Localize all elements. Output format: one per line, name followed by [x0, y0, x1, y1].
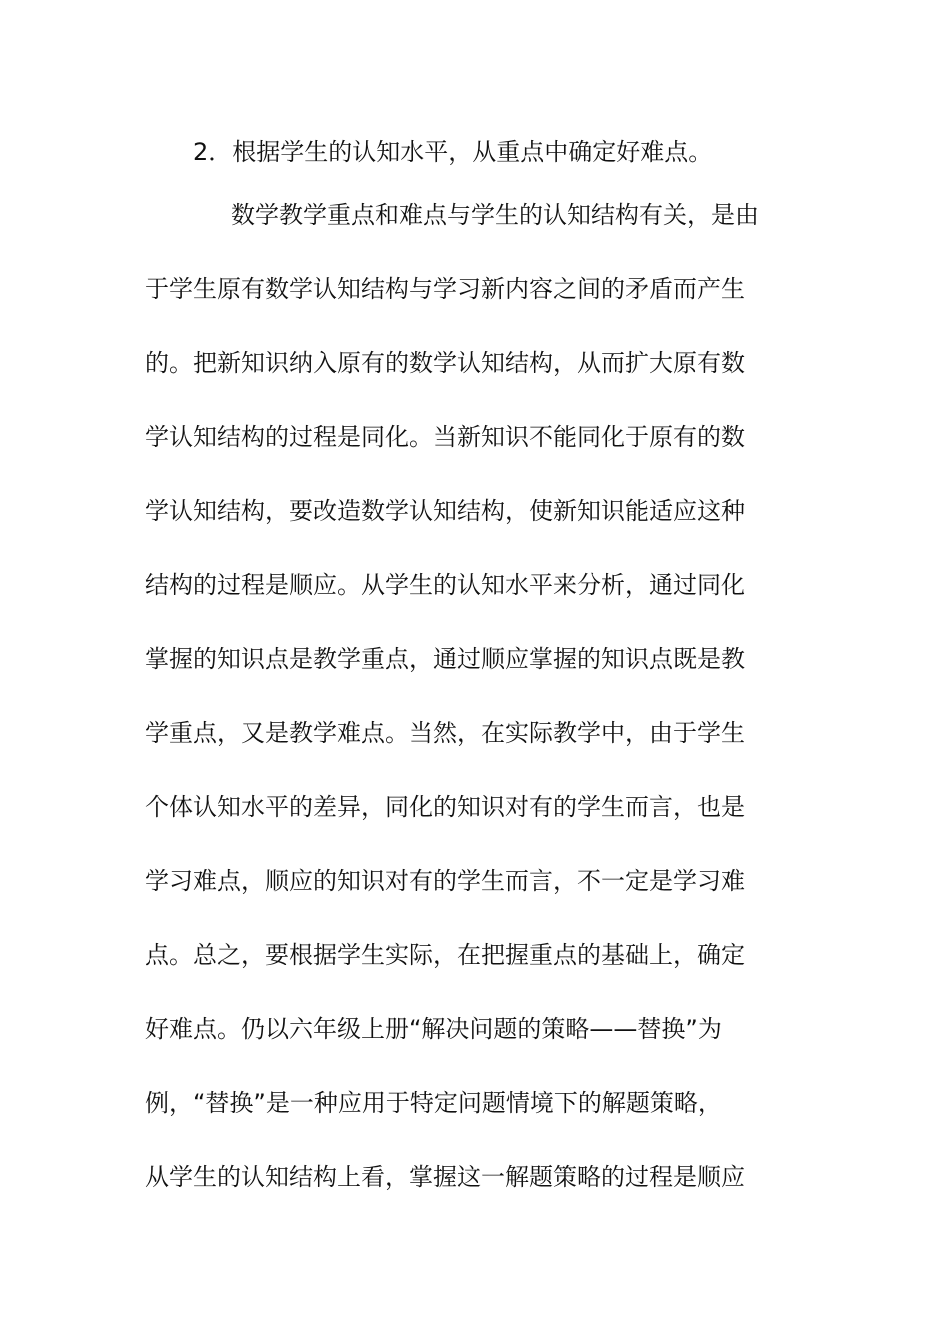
paragraph-line: 学认知结构，要改造数学认知结构，使新知识能适应这种 [145, 497, 745, 525]
paragraph-line: 学重点，又是教学难点。当然，在实际教学中，由于学生 [145, 719, 745, 747]
paragraph-line: 的。把新知识纳入原有的数学认知结构，从而扩大原有数 [145, 349, 745, 377]
paragraph [145, 178, 807, 1214]
paragraph-line: 掌握的知识点是教学重点，通过顺应掌握的知识点既是教 [145, 645, 745, 673]
paragraph-line: 点。总之，要根据学生实际，在把握重点的基础上，确定 [145, 941, 745, 969]
paragraph-line: 好难点。仍以六年级上册“解决问题的策略——替换”为 [145, 1015, 722, 1043]
document-body [145, 126, 807, 1214]
paragraph-line: 个体认知水平的差异，同化的知识对有的学生而言，也是 [145, 793, 745, 821]
paragraph-line: 结构的过程是顺应。从学生的认知水平来分析，通过同化 [145, 571, 745, 599]
section-heading: 2．根据学生的认知水平，从重点中确定好难点。 [193, 138, 713, 166]
paragraph-line: 于学生原有数学认知结构与学习新内容之间的矛盾而产生 [145, 275, 745, 303]
paragraph-line: 从学生的认知结构上看，掌握这一解题策略的过程是顺应 [145, 1163, 745, 1191]
paragraph-line: 数学教学重点和难点与学生的认知结构有关，是由 [231, 201, 759, 229]
paragraph-line: 例，“替换”是一种应用于特定问题情境下的解题策略， [145, 1089, 722, 1117]
paragraph-line: 学认知结构的过程是同化。当新知识不能同化于原有的数 [145, 423, 745, 451]
paragraph-line: 学习难点，顺应的知识对有的学生而言，不一定是学习难 [145, 867, 745, 895]
